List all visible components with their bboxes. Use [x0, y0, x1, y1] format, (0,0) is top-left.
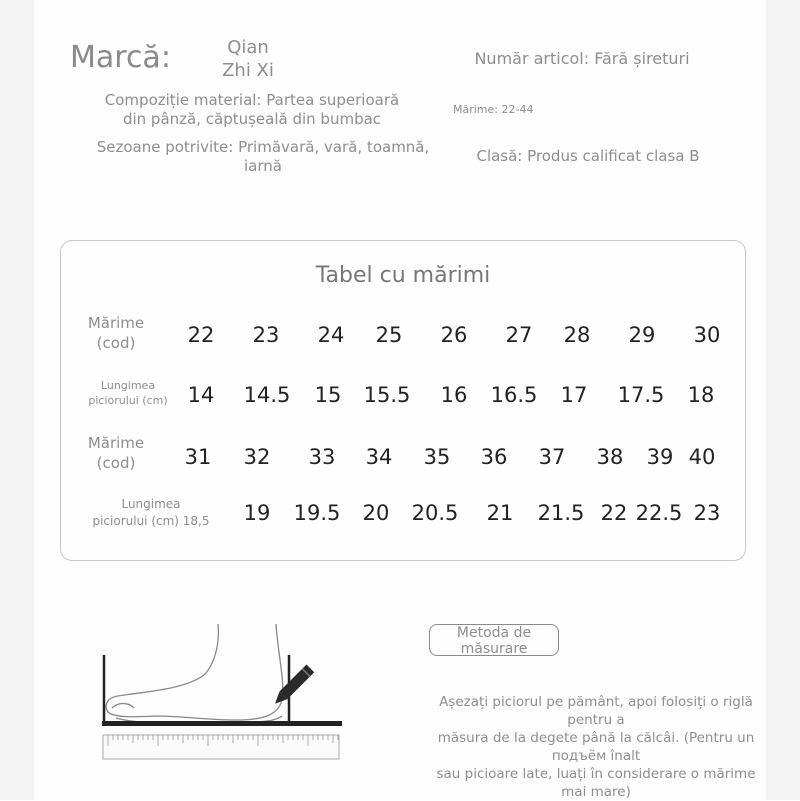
size-cell-row4: 19 [243, 501, 271, 525]
size-cell-row4: 21.5 [537, 501, 585, 525]
size-cell-row1: 26 [440, 323, 468, 347]
brand-value-line2: Zhi Xi [222, 60, 274, 81]
row3-label-a: Mărime [87, 434, 145, 452]
row1-label [81, 313, 151, 353]
size-cell-row3: 31 [184, 445, 212, 469]
size-table-title: Tabel cu mărimi [315, 263, 491, 288]
size-cell-row4: 22 [600, 501, 628, 525]
brand-value-line1: Qian [227, 37, 269, 58]
foot-illustration [96, 620, 348, 765]
size-cell-row1: 23 [252, 323, 280, 347]
size-cell-row1: 22 [187, 323, 215, 347]
size-cell-row4: 20.5 [411, 501, 459, 525]
size-cell-row1: 29 [628, 323, 656, 347]
size-cell-row2: 16.5 [490, 383, 538, 407]
row1-label-b: (cod) [96, 334, 136, 352]
size-table [60, 240, 746, 561]
season-line2: iarnă [244, 157, 282, 175]
brand-label: Marcă: [70, 40, 171, 75]
product-class: Clasă: Produs calificat clasa B [476, 147, 700, 165]
size-cell-row2: 16 [440, 383, 468, 407]
row3-label [81, 433, 151, 473]
ruler-icon [103, 735, 339, 759]
size-cell-row4: 23 [693, 501, 721, 525]
foot-outline [106, 624, 283, 723]
size-cell-row2: 14 [187, 383, 215, 407]
measurement-instructions [428, 693, 764, 801]
size-cell-row2: 17.5 [617, 383, 665, 407]
size-cell-row2: 18 [687, 383, 715, 407]
measurement-method-button[interactable] [429, 624, 559, 656]
page-edge-left [0, 0, 34, 800]
instr-line2: măsura de la degete până la călcâi. (Pentru un подъём înalt [437, 730, 755, 764]
size-cell-row1: 24 [317, 323, 345, 347]
material-line2: din pânză, căptușeală din bumbac [122, 110, 382, 128]
size-cell-row1: 25 [375, 323, 403, 347]
season-line1: Sezoane potrivite: Primăvară, vară, toamnă, [96, 138, 430, 156]
row4-label [71, 496, 231, 530]
row4-label-b: piciorului (cm) 18,5 [92, 514, 210, 528]
size-cell-row4: 22.5 [635, 501, 683, 525]
size-cell-row1: 30 [693, 323, 721, 347]
size-cell-row3: 39 [646, 445, 674, 469]
size-cell-row1: 28 [563, 323, 591, 347]
instr-line3: sau picioare late, luați în considerare o mărime mai mare) [436, 766, 756, 800]
size-cell-row3: 35 [423, 445, 451, 469]
size-range: Mărime: 22-44 [453, 103, 534, 116]
article-number: Număr articol: Fără șireturi [474, 49, 690, 68]
row2-label-b: piciorului (cm) [88, 394, 168, 407]
size-cell-row4: 21 [486, 501, 514, 525]
method-line2: măsurare [460, 641, 528, 657]
method-line1: Metoda de [456, 625, 532, 641]
size-cell-row3: 36 [480, 445, 508, 469]
row4-label-a: Lungimea [121, 497, 181, 511]
brand-value [200, 36, 296, 82]
instr-line1: Așezați piciorul pe pământ, apoi folosiți o riglă pentru a [439, 694, 753, 728]
size-cell-row3: 38 [596, 445, 624, 469]
size-cell-row3: 37 [538, 445, 566, 469]
size-cell-row2: 15 [314, 383, 342, 407]
size-cell-row3: 33 [308, 445, 336, 469]
material-line1: Compoziție material: Partea superioară [104, 91, 400, 109]
size-cell-row4: 20 [362, 501, 390, 525]
size-cell-row3: 34 [365, 445, 393, 469]
suitable-seasons [88, 138, 438, 176]
row1-label-a: Mărime [87, 314, 145, 332]
row3-label-b: (cod) [96, 454, 136, 472]
size-cell-row1: 27 [505, 323, 533, 347]
size-cell-row4: 19.5 [293, 501, 341, 525]
size-cell-row2: 14.5 [243, 383, 291, 407]
size-cell-row2: 15.5 [363, 383, 411, 407]
size-cell-row3: 32 [243, 445, 271, 469]
floor-bar [102, 721, 342, 726]
pencil-icon [271, 664, 314, 707]
material-composition [92, 91, 412, 129]
row2-label-a: Lungimea [100, 379, 156, 392]
page-edge-right [766, 0, 800, 800]
size-cell-row2: 17 [560, 383, 588, 407]
size-cell-row3: 40 [688, 445, 716, 469]
